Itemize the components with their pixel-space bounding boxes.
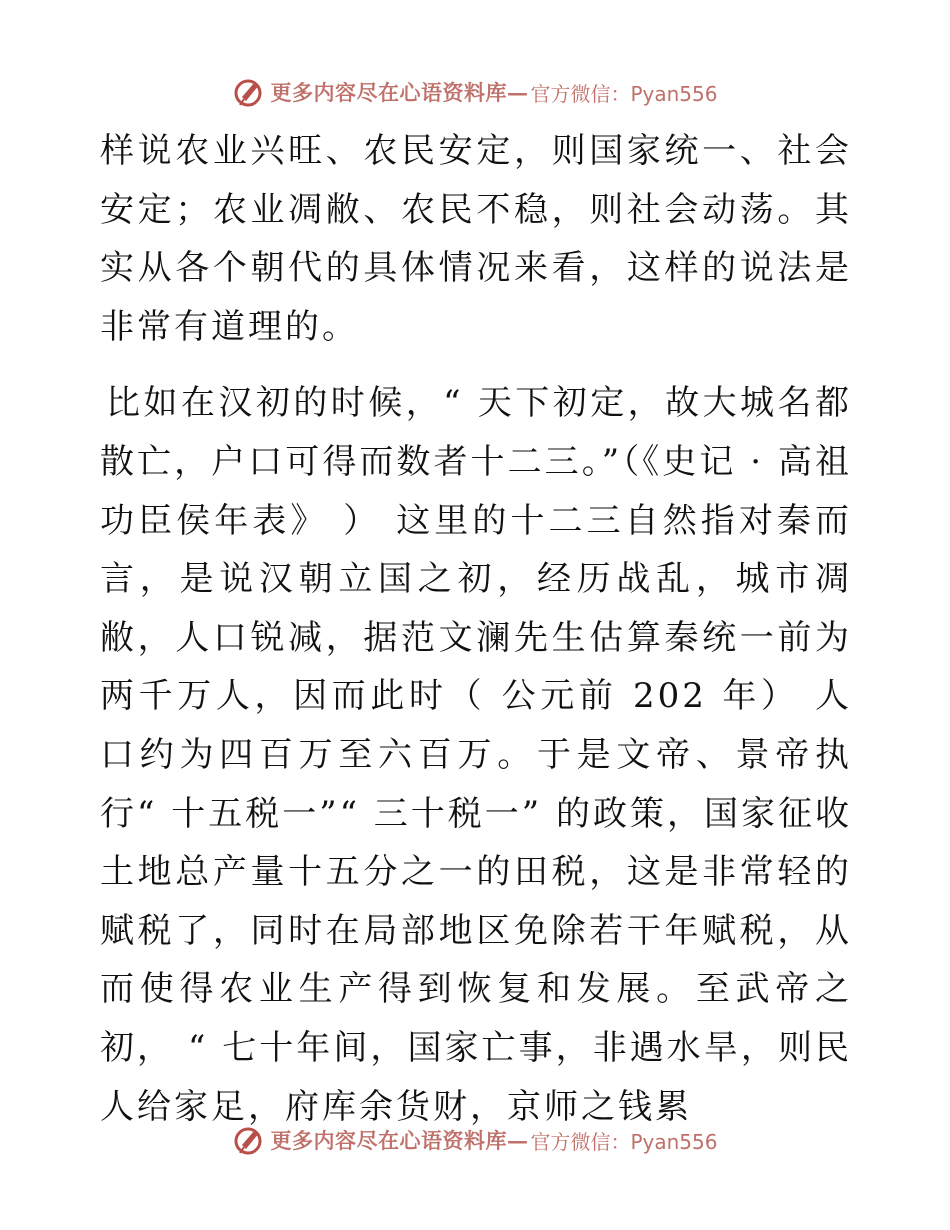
paragraph-1: 样说农业兴旺、农民安定，则国家统一、社会安定；农业凋敝、农民不稳，则社会动荡。其实从各个朝代的具体情况来看，这样的说法是非常有道理的。 (100, 131, 852, 347)
header-watermark-banner (0, 72, 950, 112)
paragraph-2: 比如在汉初的时候，“ 天下初定，故大城名都散亡，户口可得而数者十二三。”（《史记 · 高祖功臣侯年表》 ） 这里的十二三自然指对秦而言，是说汉朝立国之初，经历战乱，城市凋敝，人口锐减，据范文澜先生估算秦统一前为两千万人，因而此时（ 公元前 202 年） 人口约为四百万至六百万。于是文帝、景帝执行“ 十五税一”“ 三十税一” 的政策，国家征收土地总产量十五分之一的田税，这是非常轻的赋税了，同时在局部地区免除若干年赋税，从而使得农业生产得到恢复和发展。至武帝之初， “ 七十年间，国家亡事，非遇水旱，则民人给家足，府库余货财，京师之钱累 (100, 383, 852, 1127)
pen-nib-logo-icon (232, 75, 266, 109)
contact-text: 官方微信：Pyan556 (530, 81, 718, 106)
footer-watermark-banner (0, 1120, 950, 1160)
brand-text: 更多内容尽在心语资料库 (270, 80, 507, 105)
document-body (100, 122, 852, 1136)
banner-separator: — (506, 79, 529, 105)
contact-text: 官方微信：Pyan556 (530, 1129, 718, 1154)
banner-separator: — (506, 1127, 529, 1153)
pen-nib-logo-icon (232, 1123, 266, 1157)
brand-text: 更多内容尽在心语资料库 (270, 1128, 507, 1153)
